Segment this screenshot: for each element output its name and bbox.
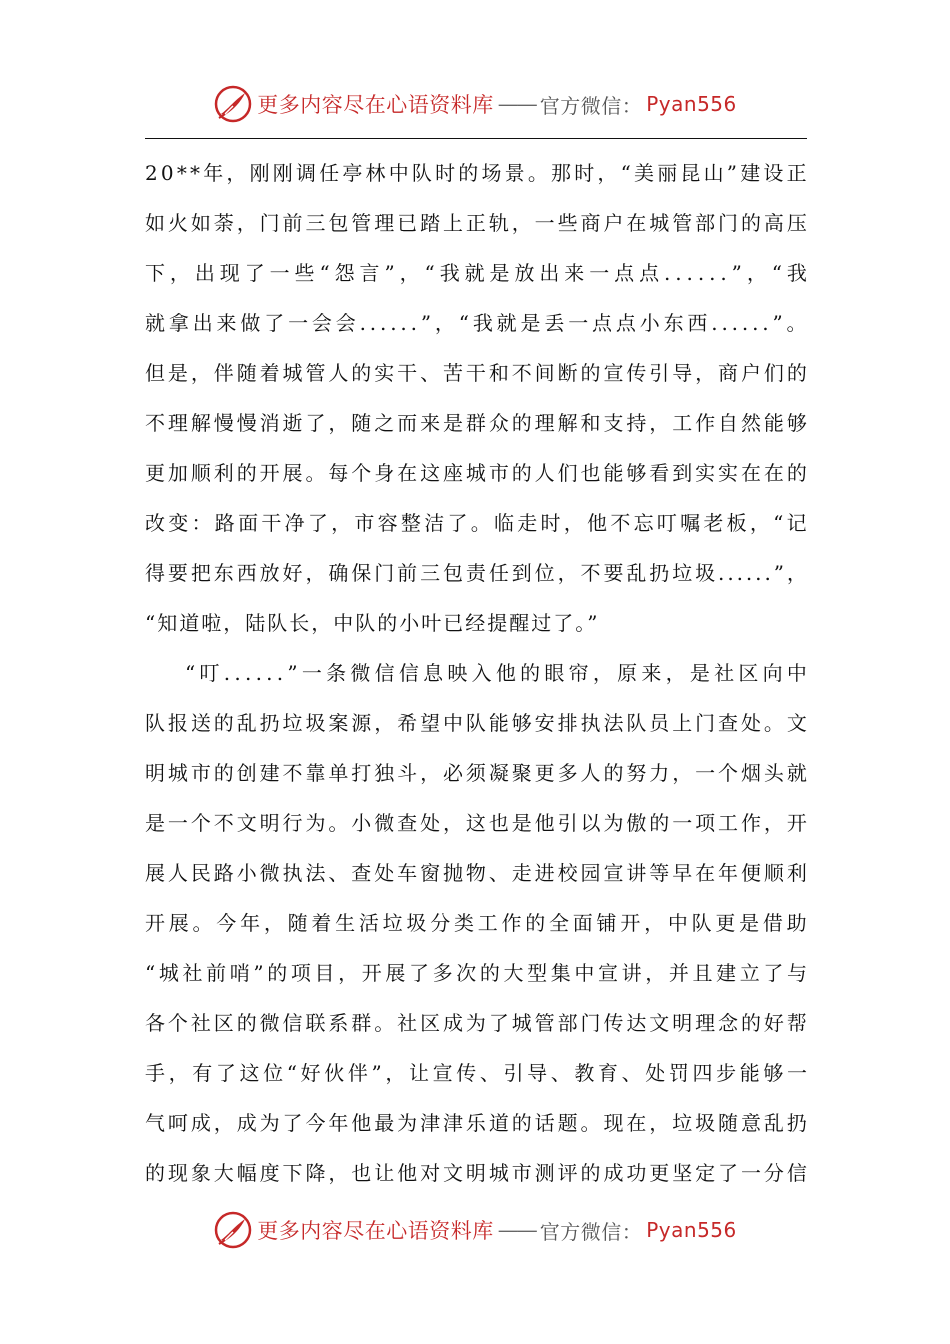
- text-line: 各 个 社 区 的 微 信 联 系 群 。 社 区 成 为 了 城 管 部 门 传 达 文 明 理 念 的 好 帮: [145, 1011, 807, 1035]
- quill-pen-logo-icon: [213, 1210, 253, 1250]
- text-line: 2 0 * * 年 ， 刚 刚 调 任 亭 林 中 队 时 的 场 景 。 那 时 ， “ 美 丽 昆 山 ” 建 设 正: [145, 161, 807, 185]
- text-line: 不 理 解 慢 慢 消 逝 了 ， 随 之 而 来 是 群 众 的 理 解 和 支 持 ， 工 作 自 然 能 够: [145, 411, 807, 435]
- text-line: 气 呵 成 ， 成 为 了 今 年 他 最 为 津 津 乐 道 的 话 题 。 现 在 ， 垃 圾 随 意 乱 扔: [145, 1111, 807, 1135]
- text-line: 如 火 如 荼 ， 门 前 三 包 管 理 已 踏 上 正 轨 ， 一 些 商 户 在 城 管 部 门 的 高 压: [145, 211, 807, 235]
- text-line-paragraph-end: “知道啦，陆队长，中队的小叶已经提醒过了。”: [145, 611, 600, 635]
- text-line-paragraph-start: “ 叮 . . . . . . ” 一 条 微 信 信 息 映 入 他 的 眼 帘 ， 原 来 ， 是 社 区 向 中: [185, 661, 807, 685]
- banner-wechat-label: 官方微信：: [539, 1219, 643, 1244]
- text-line: 更 加 顺 利 的 开 展 。 每 个 身 在 这 座 城 市 的 人 们 也 能 够 看 到 实 实 在 在 的: [145, 461, 807, 485]
- footer-banner: [0, 1208, 950, 1252]
- text-line: 手 ， 有 了 这 位 “ 好 伙 伴 ” ， 让 宣 传 、 引 导 、 教 育 、 处 罚 四 步 能 够 一: [145, 1061, 807, 1085]
- document-body: [145, 148, 807, 1198]
- banner-wechat-id: Pyan556: [646, 92, 737, 116]
- text-line: 展 人 民 路 小 微 执 法 、 查 处 车 窗 抛 物 、 走 进 校 园 宣 讲 等 早 在 年 便 顺 利: [145, 861, 807, 885]
- header-banner-content: [213, 84, 737, 124]
- quill-pen-logo-icon: [213, 84, 253, 124]
- banner-title: 更多内容尽在心语资料库: [257, 93, 494, 117]
- banner-wechat-id: Pyan556: [646, 1218, 737, 1242]
- text-line: 开 展 。 今 年 ， 随 着 生 活 垃 圾 分 类 工 作 的 全 面 铺 开 ， 中 队 更 是 借 助: [145, 911, 807, 935]
- text-line: 就 拿 出 来 做 了 一 会 会 . . . . . . ” ， “ 我 就 是 丢 一 点 点 小 东 西 . . . . . . ” 。: [145, 311, 807, 335]
- text-line: 改 变 ： 路 面 干 净 了 ， 市 容 整 洁 了 。 临 走 时 ， 他 不 忘 叮 嘱 老 板 ， “ 记: [145, 511, 807, 535]
- text-line: 明 城 市 的 创 建 不 靠 单 打 独 斗 ， 必 须 凝 聚 更 多 人 的 努 力 ， 一 个 烟 头 就: [145, 761, 807, 785]
- banner-dash: ——: [497, 1218, 536, 1242]
- header-divider: [145, 138, 807, 139]
- banner-title: 更多内容尽在心语资料库: [257, 1219, 494, 1243]
- footer-banner-content: [213, 1210, 737, 1250]
- text-line: 的 现 象 大 幅 度 下 降 ， 也 让 他 对 文 明 城 市 测 评 的 成 功 更 坚 定 了 一 分 信: [145, 1161, 807, 1185]
- text-line: 队 报 送 的 乱 扔 垃 圾 案 源 ， 希 望 中 队 能 够 安 排 执 法 队 员 上 门 查 处 。 文: [145, 711, 807, 735]
- text-line: 下 ， 出 现 了 一 些 “ 怨 言 ” ， “ 我 就 是 放 出 来 一 点 点 . . . . . . ” ， “ 我: [145, 261, 807, 285]
- text-line: “ 城 社 前 哨 ” 的 项 目 ， 开 展 了 多 次 的 大 型 集 中 宣 讲 ， 并 且 建 立 了 与: [145, 961, 807, 985]
- banner-dash: ——: [497, 92, 536, 116]
- text-line: 是 一 个 不 文 明 行 为 。 小 微 查 处 ， 这 也 是 他 引 以 为 傲 的 一 项 工 作 ， 开: [145, 811, 807, 835]
- text-line: 得 要 把 东 西 放 好 ， 确 保 门 前 三 包 责 任 到 位 ， 不 要 乱 扔 垃 圾 . . . . . . ” ，: [145, 561, 807, 585]
- text-line: 但 是 ， 伴 随 着 城 管 人 的 实 干 、 苦 干 和 不 间 断 的 宣 传 引 导 ， 商 户 们 的: [145, 361, 807, 385]
- banner-wechat-label: 官方微信：: [539, 93, 643, 118]
- header-banner: [0, 82, 950, 126]
